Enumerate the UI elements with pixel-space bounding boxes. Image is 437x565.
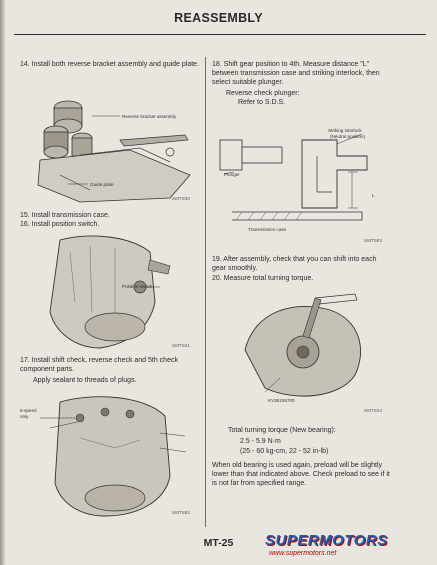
figure-code-smt930: SMT930 [172, 196, 191, 201]
plunger-title: Reverse check plunger: [226, 90, 300, 97]
watermark-url: www.supermotors.net [269, 550, 337, 557]
label-distance-L: L [372, 193, 375, 198]
label-transmission-case: Transmission case [248, 227, 287, 232]
label-guide-plate: Guide plate [90, 182, 114, 187]
figure-code-smt934: SMT934 [364, 408, 383, 413]
figure-code-smt983: SMT983 [364, 238, 383, 243]
label-5-speed: 5-speed [20, 408, 37, 413]
page-edge-shadow [0, 0, 6, 565]
torque-title: Total turning torque (New bearing): [228, 427, 336, 434]
figure-position-switch [20, 232, 200, 352]
step-18-text: 18. Shift gear position to 4th. Measure distance "L" between transmission case and striking interlock, then select suitable plunger. [212, 61, 380, 87]
page-title: REASSEMBLY [174, 11, 263, 25]
label-neutral-position: (Neutral position) [330, 134, 365, 139]
step-17-sealant-note: Apply sealant to threads of plugs. [33, 377, 137, 384]
figure-code-smt882: SMT882 [172, 510, 191, 515]
column-divider [205, 57, 206, 527]
step-17-text: 17. Install shift check, reverse check and 5th check component parts. [20, 357, 178, 374]
figure-turning-torque [235, 290, 375, 408]
plunger-reference: Refer to S.D.S. [238, 99, 286, 106]
preload-note: When old bearing is used again, preload will be slightly lower than that indicated above. Check preload to see if it is not far from specified range. [212, 462, 390, 488]
figure-code-smt931: SMT931 [172, 343, 191, 348]
step-19-text: 19. After assembly, check that you can shift into each gear smoothly. [212, 256, 377, 273]
page-number: MT-25 [203, 537, 234, 549]
step-16-text: 16. Install position switch. [20, 221, 100, 228]
step-14-text: 14. Install both reverse bracket assembly and guide plate. [20, 61, 199, 68]
step-15-text: 15. Install transmission case. [20, 212, 110, 219]
label-reverse-bracket: Reverse bracket assembly [122, 114, 177, 119]
watermark-name: SUPERMOTORS [265, 532, 388, 549]
figure-shift-check [20, 388, 200, 520]
label-plunger: Plunger [224, 172, 240, 177]
torque-nm-value: 2.5 - 5.9 N·m [240, 438, 281, 445]
label-position-switch: Position switch [122, 284, 153, 289]
label-only: only [20, 414, 29, 419]
watermark-logo [263, 532, 423, 562]
label-special-tool: KV38106700 [268, 398, 295, 403]
step-20-text: 20. Measure total turning torque. [212, 275, 314, 282]
label-striking-interlock: Striking interlock [328, 128, 362, 133]
header-rule [14, 34, 426, 35]
torque-kg-value: (25 - 60 kg-cm, 22 - 52 in-lb) [240, 448, 329, 455]
